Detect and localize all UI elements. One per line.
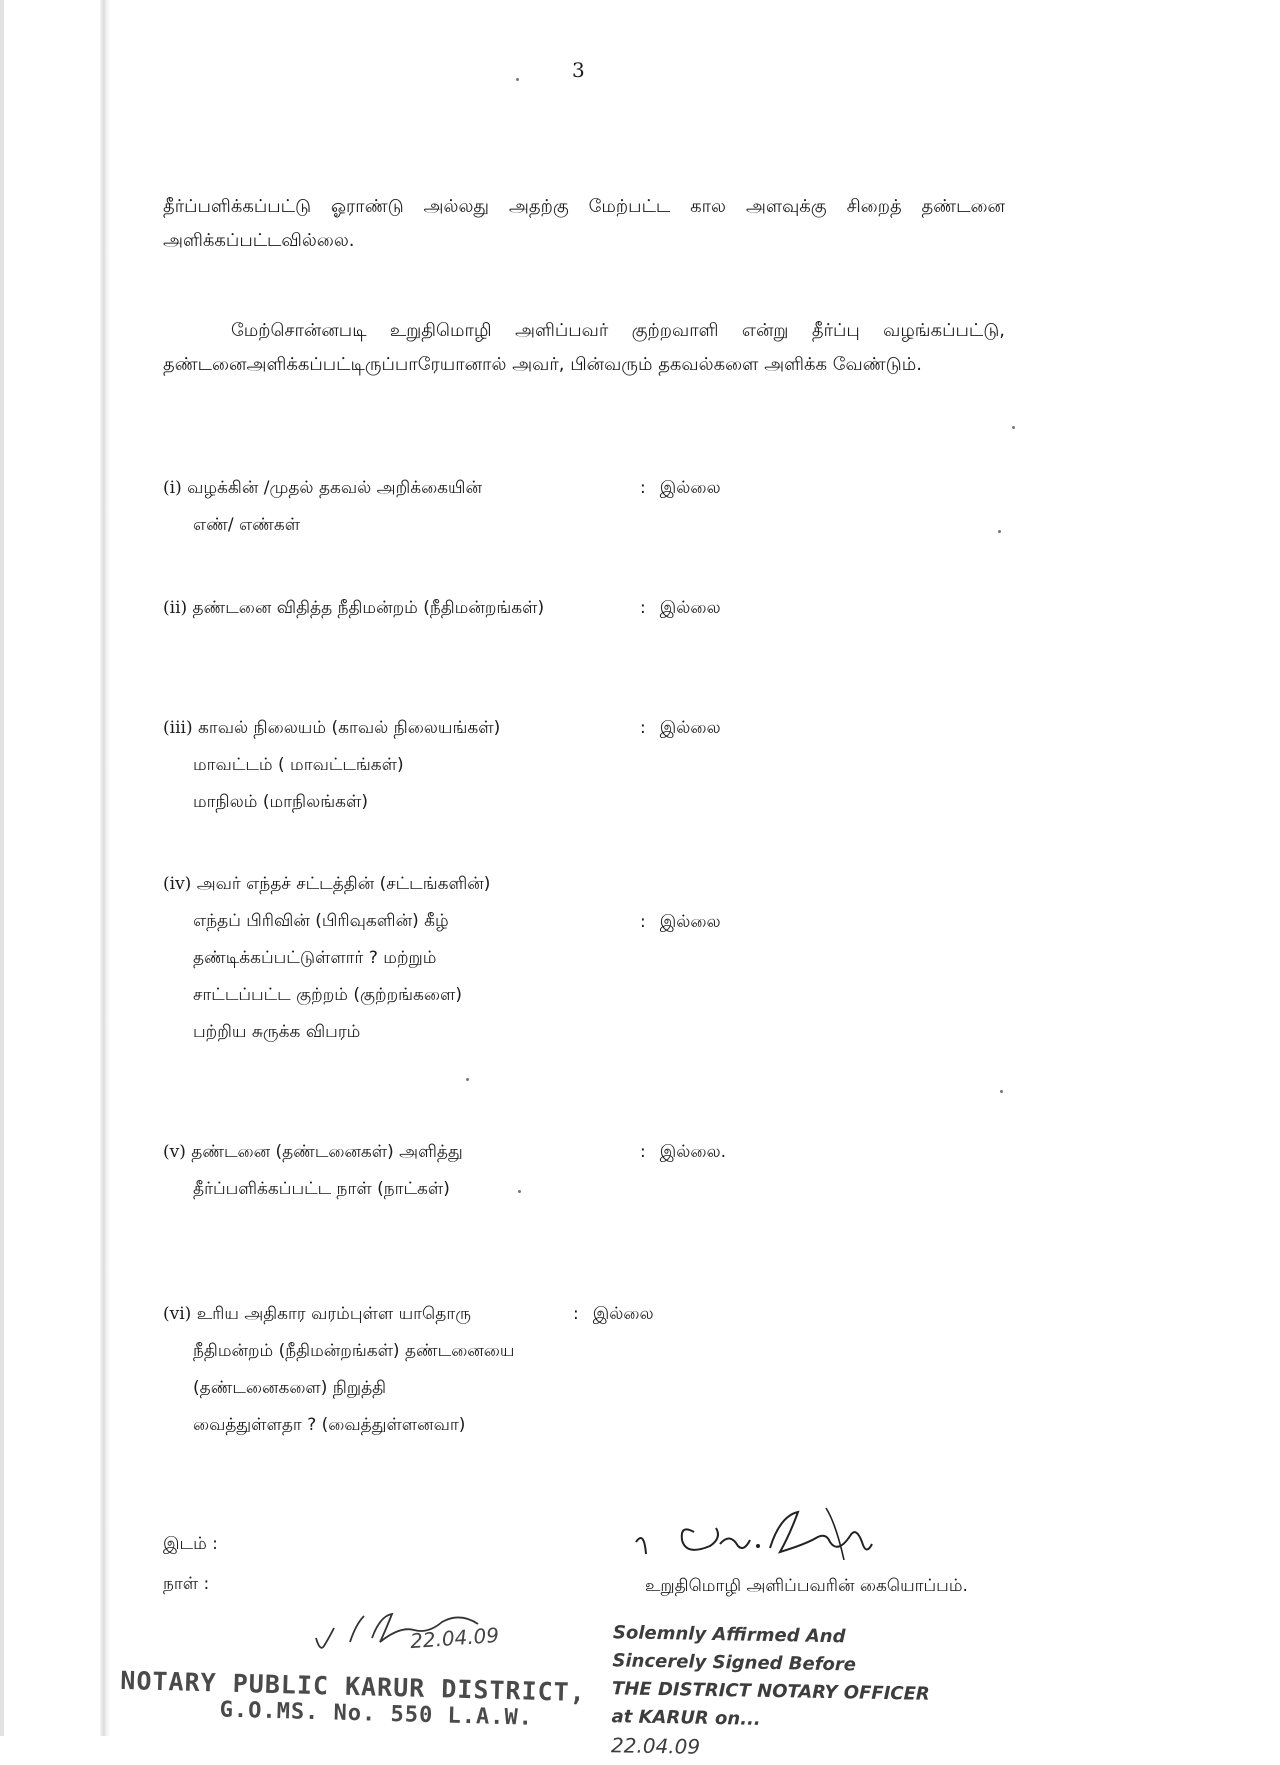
scan-speck — [466, 1078, 469, 1081]
paragraph-conviction: தீர்ப்பளிக்கப்பட்டு ஓராண்டு அல்லது அதற்கு மேற்பட்ட கால அளவுக்கு சிறைத் தண்டனை அளிக்கப்பட்டவில்லை. — [163, 196, 1005, 251]
binding-shadow — [100, 0, 110, 1736]
date-label: நாள் : — [163, 1574, 210, 1594]
item-v-value: : இல்லை. — [640, 1142, 726, 1162]
scan-speck — [518, 1190, 521, 1193]
item-vi-value: : இல்லை — [573, 1304, 654, 1324]
scan-edge — [0, 0, 4, 1736]
page-number: 3 — [572, 58, 585, 82]
item-v-label: (v) தண்டனை (தண்டனைகள்) அளித்து தீர்ப்பளிக்கப்பட்ட நாள் (நாட்கள்) — [163, 1142, 463, 1199]
paragraph-instructions: மேற்சொன்னபடி உறுதிமொழி அளிப்பவர் குற்றவாளி என்று தீர்ப்பு வழங்கப்பட்டு, தண்டனைஅளிக்கப்பட்டிருப்பாரேயானால் அவர், பின்வரும் தகவல்களை அளிக்க வேண்டும். — [163, 320, 1005, 375]
item-iii-label: (iii) காவல் நிலையம் (காவல் நிலையங்கள்) மாவட்டம் ( மாவட்டங்கள்) மாநிலம் (மாநிலங்கள்) — [163, 718, 501, 812]
deponent-signature — [630, 1502, 910, 1572]
item-ii-value: : இல்லை — [640, 598, 721, 618]
item-iii-value: : இல்லை — [640, 718, 721, 738]
scan-speck — [998, 530, 1001, 533]
scan-speck — [516, 78, 519, 81]
item-ii-label: (ii) தண்டனை விதித்த நீதிமன்றம் (நீதிமன்றங்கள்) — [163, 598, 545, 618]
item-i-value: : இல்லை — [640, 478, 721, 498]
notary-handwritten-date: 22.04.09 — [409, 1622, 500, 1654]
scan-speck — [1012, 426, 1015, 429]
item-vi-label: (vi) உரிய அதிகார வரம்புள்ள யாதொரு நீதிமன்றம் (நீதிமன்றங்கள்) தண்டனையை (தண்டனைகளை) நிறுத்தி வைத்துள்ளதா ? (வைத்துள்ளனவா) — [163, 1304, 515, 1435]
affirmation-stamp: Solemnly Affirmed And Sincerely Signed Before THE DISTRICT NOTARY OFFICER at KARUR on... 22.04.09 — [610, 1622, 930, 1759]
notary-stamp: NOTARY PUBLIC KARUR DISTRICT, G.O.MS. No. 550 L.A.W. — [120, 1665, 587, 1731]
item-iv-label: (iv) அவர் எந்தச் சட்டத்தின் (சட்டங்களின்) எந்தப் பிரிவின் (பிரிவுகளின்) கீழ் தண்டிக்கப்பட்டுள்ளார் ? மற்றும் சாட்டப்பட்ட குற்றம் (குற்றங்களை) பற்றிய சுருக்க விபரம் — [163, 874, 491, 1042]
place-label: இடம் : — [163, 1534, 218, 1554]
scan-speck — [1000, 1090, 1003, 1093]
item-i-label: (i) வழக்கின் /முதல் தகவல் அறிக்கையின் எண்/ எண்கள் — [163, 478, 482, 535]
item-iv-value: : இல்லை — [640, 912, 721, 932]
signature-caption: உறுதிமொழி அளிப்பவரின் கையொப்பம். — [645, 1576, 968, 1596]
